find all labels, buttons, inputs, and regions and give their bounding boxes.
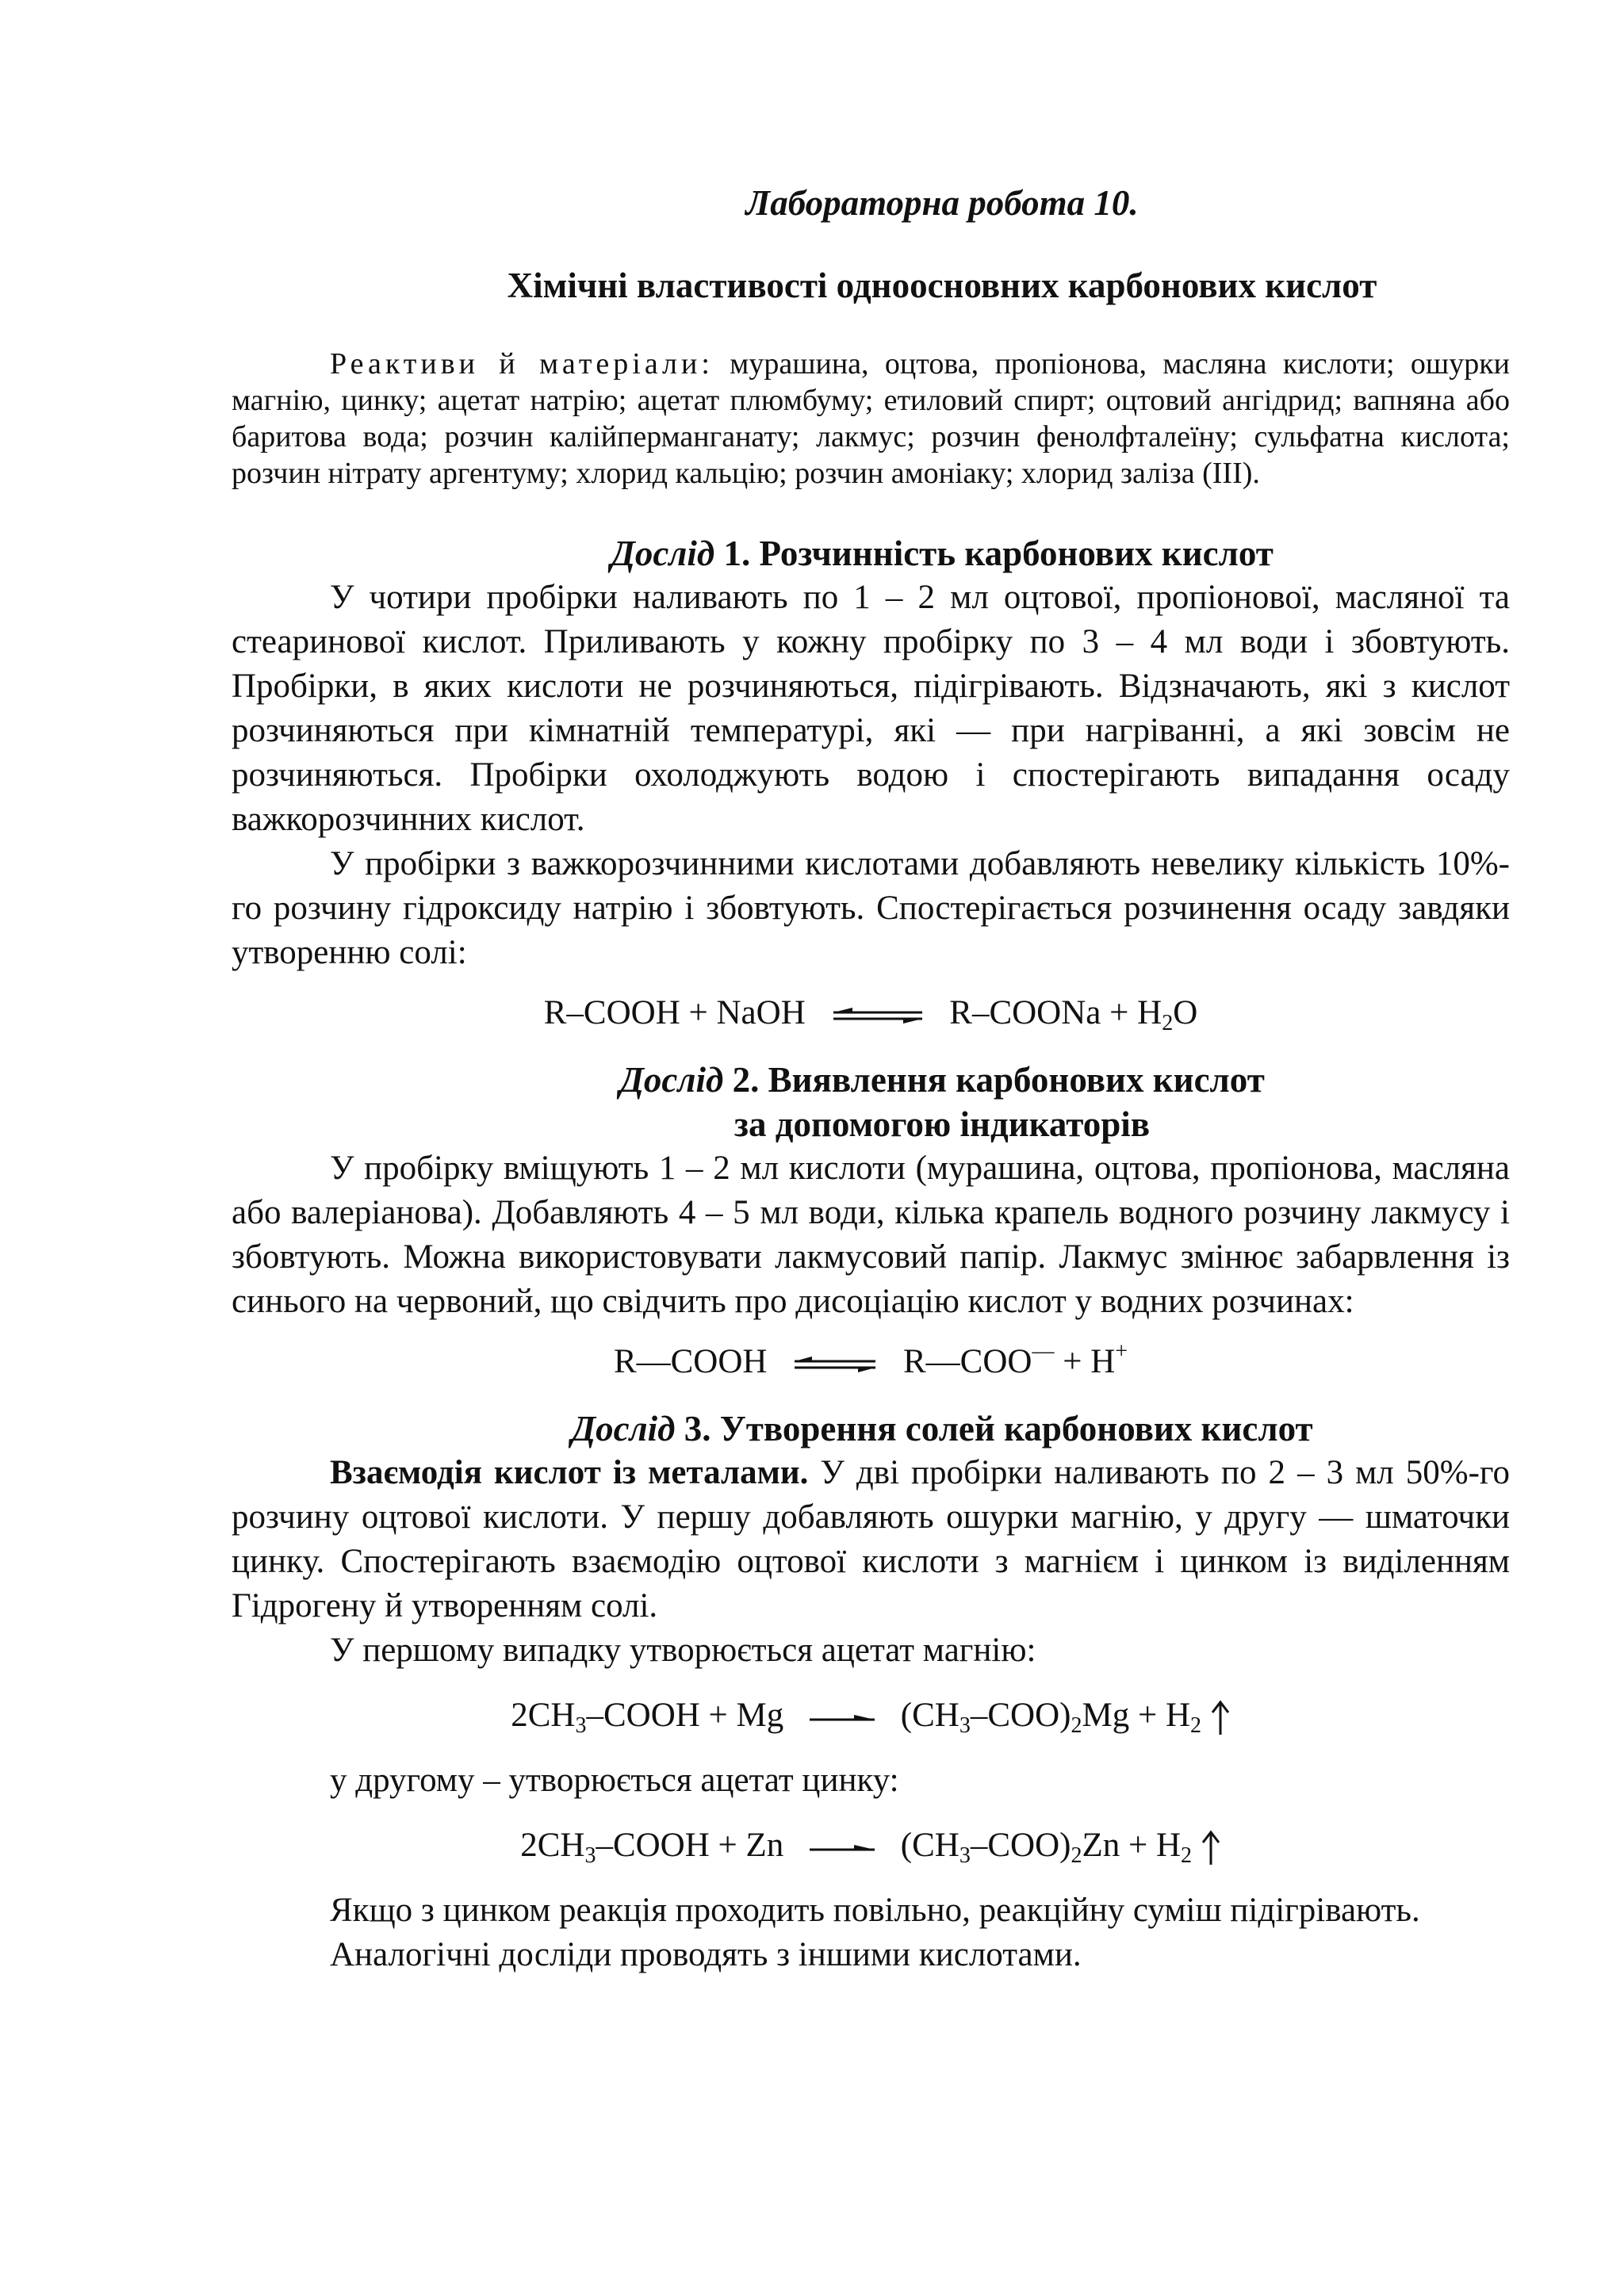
eq2-right: R—COO [902,1343,1032,1380]
eq4-sub: 3 [584,1843,596,1868]
gas-evolution-arrow-icon [1210,1700,1231,1736]
equilibrium-arrow-icon [830,1006,925,1025]
equilibrium-arrow-icon [791,1355,879,1374]
eq2-plus: + H [1054,1343,1116,1380]
exp3-paragraph-1-text: У дві пробірки наливають по 2 – 3 мл 50%-го розчину оцтової кислоти. У першу добавляють ошурки магнію, у другу — шматочки цинку. Спостерігають взаємодію оцтової кислоти з магнієм і цинком із виділенням Гідрогену й утворенням солі. [232,1454,1510,1624]
exp2-equation [232,1340,1510,1384]
eq4-sub: 2 [1181,1843,1193,1868]
eq3-part: –COO) [970,1697,1071,1734]
eq3-part: (CH [900,1697,959,1734]
exp1-paragraph-1: У чотири пробірки наливають по 1 – 2 мл оцтової, пропіонової, масляної та стеаринової кислот. Приливають у кожну пробірку по 3 – 4 мл води і збовтують. Пробірки, в яких кислоти не розчиняються, підігрівають. Відзначають, які з кислот розчиняються при кімнатній температурі, які — при нагріванні, а які зовсім не розчиняються. Пробірки охолоджують водою і спостерігають випадання осаду важкорозчинних кислот. [232,579,1510,838]
eq3-part: Mg + H [1082,1697,1191,1734]
eq4-part: –COOH + Zn [596,1827,784,1864]
document-body [232,182,1510,1977]
eq4-part: (CH [900,1827,959,1864]
exp3-paragraph-3: у другому – утворюється ацетат цинку: [330,1762,899,1799]
eq1-left: R–COOH + NaOH [543,994,806,1031]
exp2-paragraph-1: У пробірку вміщують 1 – 2 мл кислоти (мурашина, оцтова, пропіонова, масляна або валеріанова). Добавляють 4 – 5 мл води, кілька крапель водного розчину лакмусу і збовтують. Можна використовувати лакмусовий папір. Лакмус змінює забарвлення із синього на червоний, що свідчить про дисоціацію кислот у водних розчинах: [232,1150,1510,1320]
exp3-title [232,1406,1510,1451]
exp1-equation [232,991,1510,1035]
eq4-part: –COO) [970,1827,1071,1864]
eq3-part: –COOH + Mg [586,1697,784,1734]
eq1-right-end: O [1173,994,1198,1031]
eq3-sub: 2 [1071,1713,1082,1738]
exp3-equation-1 [232,1693,1510,1738]
eq3-sub: 3 [959,1713,971,1738]
reagents-label: Реактиви й матеріали: [330,347,714,381]
exp3-word: Дослід [571,1409,676,1448]
eq4-part: Zn + H [1082,1827,1182,1864]
eq4-part: 2CH [520,1827,585,1864]
reaction-arrow-icon [808,1710,876,1726]
lab-title: Лабораторна робота 10. [745,183,1139,223]
exp2-title-text: 2. Виявлення карбонових кислот [723,1060,1265,1100]
eq3-sub: 3 [575,1713,587,1738]
eq1-right: R–COONa + H [949,994,1162,1031]
exp3-paragraph-1 [232,1451,1510,1628]
eq3-part: 2CH [511,1697,576,1734]
eq2-right-sup: — [1032,1339,1055,1364]
eq4-sub: 2 [1071,1843,1082,1868]
gas-evolution-arrow-icon [1201,1830,1221,1866]
exp3-equation-2 [232,1823,1510,1868]
eq4-sub: 3 [959,1843,971,1868]
exp2-title-line2: за допомогою індикаторів [733,1104,1151,1144]
eq2-left: R—COOH [613,1343,768,1380]
eq1-right-sub: 2 [1162,1011,1174,1035]
reagents-paragraph [232,346,1510,492]
reagents-text: мурашина, оцтова, пропіонова, масляна кислоти; ошурки магнію, цинку; ацетат натрію; ацетат плюмбуму; етиловий спирт; оцтовий ангідрид; вапняна або баритова вода; розчин калійперманганату; лакмус; розчин фенолфталеїну; сульфатна кислота; розчин нітрату аргентуму; хлорид кальцію; розчин амоніаку; хлорид заліза (III). [232,347,1510,490]
exp1-title [232,531,1510,576]
exp3-paragraph-4: Якщо з цинком реакція проходить повільно, реакційну суміш підігрівають. [330,1892,1420,1929]
eq3-sub: 2 [1190,1713,1202,1738]
exp2-title [232,1058,1510,1102]
exp3-paragraph-5: Аналогічні досліди проводять з іншими кислотами. [330,1936,1082,1973]
exp1-paragraph-2: У пробірки з важкорозчинними кислотами добавляють невелику кількість 10%-го розчину гідроксиду натрію і збовтують. Спостерігається розчинення осаду завдяки утворенню солі: [232,845,1510,971]
exp1-word: Дослід [611,534,715,573]
exp3-paragraph-2: У першому випадку утворюється ацетат магнію: [330,1632,1036,1669]
eq2-plus-sup: + [1115,1339,1128,1364]
exp2-word: Дослід [619,1060,724,1100]
exp1-title-text: 1. Розчинність карбонових кислот [714,534,1274,573]
reaction-arrow-icon [808,1840,876,1856]
exp3-title-text: 3. Утворення солей карбонових кислот [675,1409,1313,1448]
main-title: Хімічні властивості одноосновних карбонових кислот [507,266,1377,305]
exp3-bold-lead: Взаємодія кислот із металами. [330,1454,809,1491]
